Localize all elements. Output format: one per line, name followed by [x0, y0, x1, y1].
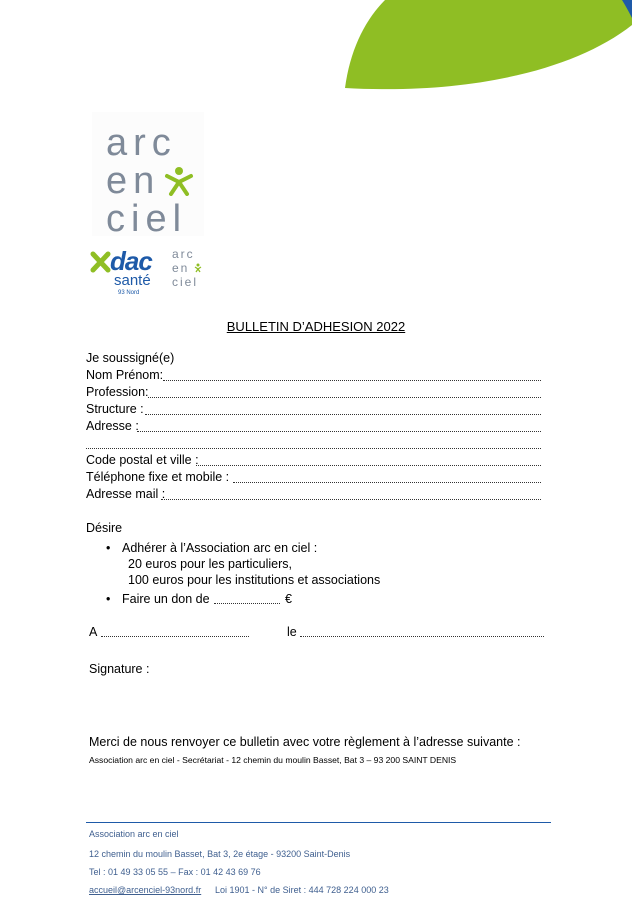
- price-institutions: 100 euros pour les institutions et associations: [128, 573, 381, 587]
- price-individuals: 20 euros pour les particuliers,: [128, 557, 292, 571]
- small-person-icon: [194, 263, 202, 273]
- option-donation[interactable]: Faire un don de: [122, 592, 210, 606]
- field-line-profession[interactable]: [148, 397, 541, 398]
- donation-amount-line[interactable]: [214, 603, 280, 604]
- field-line-email[interactable]: [161, 499, 541, 500]
- dac-cross-icon: [90, 250, 112, 274]
- field-label-structure: Structure :: [86, 402, 144, 416]
- footer-divider: [86, 822, 551, 823]
- euro-sign: €: [285, 592, 292, 606]
- signature-label: Signature :: [89, 662, 150, 676]
- small-logo-arc: arc: [172, 247, 195, 261]
- footer-address: 12 chemin du moulin Basset, Bat 3, 2e étage - 93200 Saint-Denis: [89, 849, 351, 859]
- footer-legal: Loi 1901 - N° de Siret : 444 728 224 000 23: [215, 885, 389, 895]
- dac-sante-logo: [90, 248, 206, 306]
- footer-phone: Tel : 01 49 33 05 55 – Fax : 01 42 43 69 76: [89, 867, 261, 877]
- small-logo-ciel: ciel: [172, 275, 199, 289]
- desire-label: Désire: [86, 521, 123, 535]
- field-line-structure[interactable]: [145, 414, 541, 415]
- field-label-email: Adresse mail :: [86, 487, 166, 501]
- place-label: A: [89, 625, 98, 639]
- dac-text: dac: [110, 246, 152, 276]
- form-title: BULLETIN D’ADHESION 2022: [226, 319, 406, 334]
- sante-text: santé: [114, 272, 151, 289]
- date-line[interactable]: [300, 636, 544, 637]
- intro-text: Je soussigné(e): [86, 351, 175, 365]
- return-message: Merci de nous renvoyer ce bulletin avec votre règlement à l’adresse suivante :: [89, 735, 521, 749]
- arc-en-ciel-logo: [92, 112, 204, 240]
- field-label-name: Nom Prénom:: [86, 368, 164, 382]
- logo-text-arc: arc: [106, 122, 177, 164]
- place-line[interactable]: [101, 636, 249, 637]
- bullet-1: •: [106, 541, 111, 555]
- field-line-phone[interactable]: [233, 482, 541, 483]
- field-label-profession: Profession:: [86, 385, 149, 399]
- option-membership[interactable]: Adhérer à l’Association arc en ciel :: [122, 541, 318, 555]
- footer-email-link[interactable]: accueil@arcenciel-93nord.fr: [89, 885, 202, 895]
- field-line-postal[interactable]: [196, 465, 541, 466]
- field-label-address: Adresse :: [86, 419, 139, 433]
- field-line-name[interactable]: [163, 380, 541, 381]
- green-swoosh: [345, 0, 632, 89]
- dac-region-text: 93 Nord: [118, 290, 140, 296]
- return-address: Association arc en ciel - Secrétariat - 12 chemin du moulin Basset, Bat 3 – 93 200 SAINT DENIS: [89, 755, 457, 765]
- field-label-phone: Téléphone fixe et mobile :: [86, 470, 230, 484]
- logo-text-ciel: ciel: [106, 198, 188, 240]
- person-star-icon: [164, 164, 194, 196]
- field-line-address-2[interactable]: [86, 448, 541, 449]
- logo-text-en: en: [106, 160, 161, 202]
- small-logo-en: en: [172, 261, 190, 275]
- field-label-postal: Code postal et ville :: [86, 453, 199, 467]
- footer-org: Association arc en ciel: [89, 829, 179, 839]
- field-line-address[interactable]: [137, 431, 541, 432]
- date-label: le: [287, 625, 297, 639]
- bullet-2: •: [106, 592, 111, 606]
